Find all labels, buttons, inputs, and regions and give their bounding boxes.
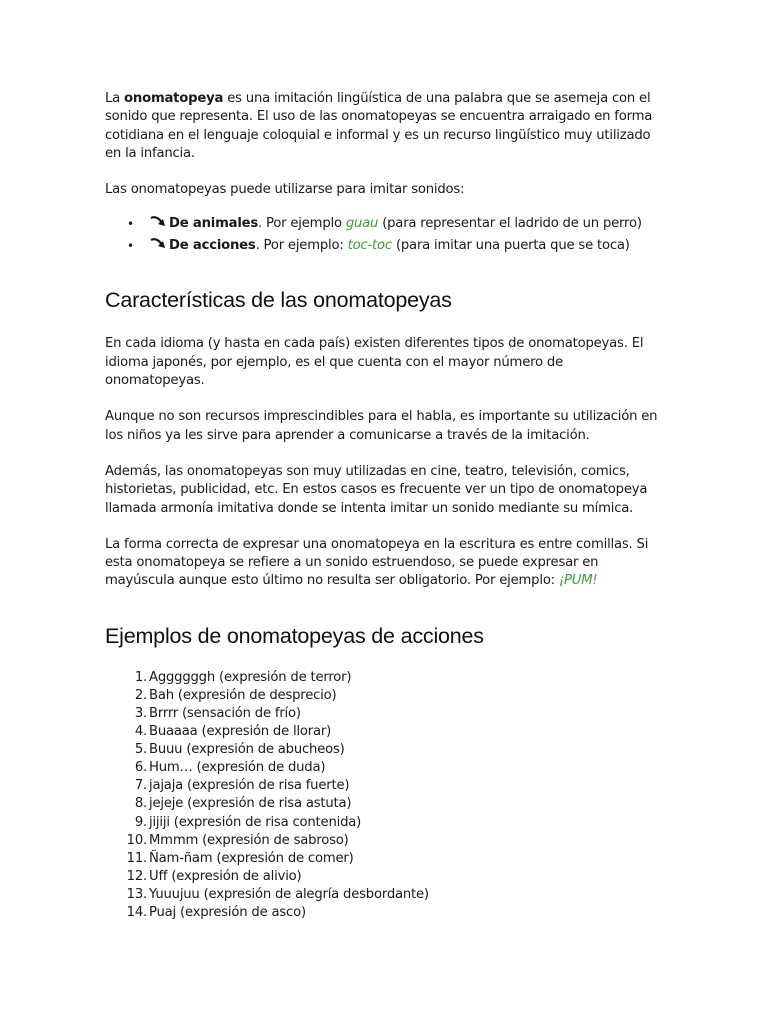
list-item bbox=[105, 904, 665, 922]
list-item-text: Mmmm (expresión de sabroso) bbox=[149, 832, 349, 848]
paragraph-media: Además, las onomatopeyas son muy utilizadas en cine, teatro, televisión, comics, historietas, publicidad, etc. En estos casos es frecuente ver un tipo de onomatopeya llamada armonía imitativa donde se intenta imitar un sonido mediante su mímica. bbox=[105, 463, 648, 516]
list-item bbox=[105, 741, 665, 759]
examples-list bbox=[105, 669, 665, 922]
paragraph-writing bbox=[105, 536, 665, 591]
list-item-text: jijiji (expresión de risa contenida) bbox=[149, 814, 362, 830]
list-item bbox=[105, 814, 665, 832]
paragraph-writing-example: ¡PUM! bbox=[558, 573, 598, 589]
bullet-tail: (para imitar una puerta que se toca) bbox=[391, 238, 630, 254]
list-item-number: 13. bbox=[126, 886, 147, 902]
list-item-number: 7. bbox=[134, 778, 147, 794]
list-item-number: 5. bbox=[134, 742, 147, 758]
list-item-number: 14. bbox=[126, 904, 147, 920]
intro-term: onomatopeya bbox=[124, 91, 224, 106]
bullet-mid: . Por ejemplo bbox=[258, 216, 346, 232]
list-item-text: jajaja (expresión de risa fuerte) bbox=[149, 778, 350, 794]
list-item-number: 2. bbox=[134, 687, 147, 703]
bullet-marker: • bbox=[127, 239, 134, 254]
list-item bbox=[105, 705, 665, 723]
list-item-text: Hum… (expresión de duda) bbox=[149, 760, 326, 776]
list-item bbox=[105, 850, 665, 868]
list-item bbox=[105, 723, 665, 741]
list-item-text: Aggggggh (expresión de terror) bbox=[149, 669, 352, 685]
list-item bbox=[105, 886, 665, 904]
sound-types-list bbox=[105, 213, 665, 257]
intro-paragraph bbox=[105, 90, 665, 163]
list-item bbox=[105, 669, 665, 687]
paragraph-children: Aunque no son recursos imprescindibles para el habla, es importante su utilización en los niños ya les sirve para aprender a comunicarse a través de la imitación. bbox=[105, 409, 658, 443]
list-item-text: Buuu (expresión de abucheos) bbox=[149, 742, 345, 758]
list-item-text: Buaaaa (expresión de llorar) bbox=[149, 724, 332, 740]
list-item-text: jejeje (expresión de risa astuta) bbox=[149, 796, 352, 812]
list-item-text: Yuuujuu (expresión de alegría desbordante) bbox=[149, 886, 429, 902]
document-content bbox=[105, 90, 665, 922]
intro-post: es una imitación lingüística de una palabra que se asemeja con el sonido que representa. El uso de las onomatopeyas se encuentra arraigado en forma cotidiana en el lenguaje coloquial e informal y es un recurso lingüístico muy utilizado en la infancia. bbox=[105, 91, 653, 161]
list-item-text: Ñam-ñam (expresión de comer) bbox=[149, 850, 354, 866]
list-item-number: 8. bbox=[134, 796, 147, 812]
bullet-mid: . Por ejemplo: bbox=[255, 238, 348, 254]
list-item-text: Brrrr (sensación de frío) bbox=[149, 705, 301, 721]
section-heading-characteristics: Características de las onomatopeyas bbox=[105, 288, 452, 313]
list-item-text: Puaj (expresión de asco) bbox=[149, 904, 306, 920]
list-item bbox=[105, 795, 665, 813]
list-item-text: Bah (expresión de desprecio) bbox=[149, 687, 337, 703]
bullet-item-actions bbox=[105, 235, 665, 257]
intro-pre: La bbox=[105, 91, 125, 106]
bullet-tail: (para representar el ladrido de un perro) bbox=[378, 216, 642, 232]
list-item-number: 11. bbox=[126, 850, 147, 866]
list-item-number: 12. bbox=[126, 868, 147, 884]
list-item bbox=[105, 687, 665, 705]
bullet-item-animals bbox=[105, 213, 665, 235]
list-item-number: 10. bbox=[126, 832, 147, 848]
curved-arrow-icon bbox=[149, 215, 169, 229]
bullet-bold: De acciones bbox=[169, 238, 256, 254]
list-item bbox=[105, 777, 665, 795]
bullet-bold: De animales bbox=[169, 216, 259, 232]
list-item-number: 4. bbox=[134, 724, 147, 740]
list-item bbox=[105, 868, 665, 886]
list-item-text: Uff (expresión de alivio) bbox=[149, 868, 302, 884]
bullet-marker: • bbox=[127, 217, 134, 232]
curved-arrow-icon bbox=[149, 237, 169, 251]
list-item-number: 1. bbox=[134, 669, 147, 685]
list-item bbox=[105, 759, 665, 777]
paragraph-writing-text: La forma correcta de expresar una onomatopeya en la escritura es entre comillas. Si esta onomatopeya se refiere a un sonido estruendoso, se puede expresar en mayúscula aunque esto último no resulta ser obligatorio. Por ejemplo: bbox=[105, 536, 649, 589]
lead-paragraph: Las onomatopeyas puede utilizarse para imitar sonidos: bbox=[105, 182, 465, 198]
list-item bbox=[105, 832, 665, 850]
bullet-example: toc-toc bbox=[347, 238, 392, 254]
list-item-number: 3. bbox=[134, 705, 147, 721]
list-item-number: 6. bbox=[134, 760, 147, 776]
section-heading-examples: Ejemplos de onomatopeyas de acciones bbox=[105, 623, 484, 648]
list-item-number: 9. bbox=[134, 814, 147, 830]
paragraph-languages: En cada idioma (y hasta en cada país) existen diferentes tipos de onomatopeyas. El idioma japonés, por ejemplo, es el que cuenta con el mayor número de onomatopeyas. bbox=[105, 336, 644, 389]
bullet-example: guau bbox=[345, 216, 379, 232]
